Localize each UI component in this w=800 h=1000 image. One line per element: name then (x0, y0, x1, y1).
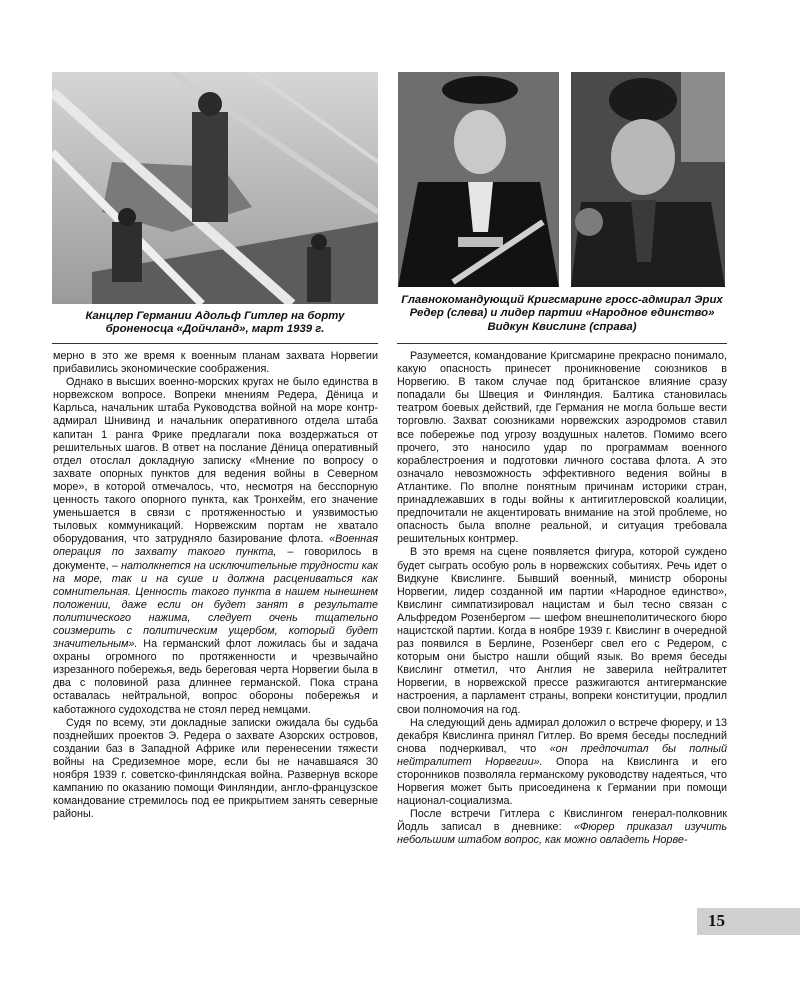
photo-quisling (571, 72, 725, 287)
quote: «Военная операция по захвату такого пункта, (53, 533, 379, 559)
text-column-left (53, 350, 378, 821)
paragraph: На следующий день адмирал доложил о встрече фюреру, и 13 декабря Квислинга принял Гитлер. Во время беседы последний снова подчеркивал, что «он предпочитал бы полный нейтралитет Норвегии». Опора на Квислинга и его сторонников позволяла германскому руководству надеяться, что Норвегия может быть присоединена к Германии при помощи национал-социализма. (397, 716, 727, 808)
photo-raeder-image (398, 72, 559, 287)
photo-raeder (398, 72, 559, 287)
paragraph: Судя по всему, эти докладные записки ожидала бы судьба позднейших проектов Э. Редера о захвате Азорских островов, создании баз в Западной Африке или перенесении тяжести войны на Средиземное море, если бы не начавшаяся 30 ноября 1939 г. советско-финляндская война. Развернув вскоре кампанию по оказанию помощи Финляндии, англо-французское командование стремилось под ее прикрытием занять северные районы. (53, 716, 378, 821)
caption-raeder-quisling-photo: Главнокомандующий Кригсмарине гросс-адмирал Эрих Редер (слева) и лидер партии «Народное единство» Видкун Квислинг (справа) (401, 294, 723, 333)
quote: «Фюрер приказал изучить небольшим штабом вопрос, как можно овладеть Норве- (397, 821, 728, 847)
paragraph: мерно в это же время к военным планам захвата Норвегии прибавились экономические соображения. (53, 350, 378, 376)
page-number: 15 (708, 911, 725, 930)
paragraph: Однако в высших военно-морских кругах не было единства в норвежском вопросе. Вопреки мнениям Редера, Дёница и Карльса, начальник штаба Руководства войной на море контр-адмирал Шнивинд и начальник оперативного отдела штаба капитан 1 ранга Фрике предлагали пока воздержаться от решительных шагов. В ответ на послание Дёница оперативный отдел отослал докладную записку «Мнение по вопросу о захвате опорных пунктов для ведения войны в Северном море», в которой отмечалось, что, несмотря на бесспорную ценность такого опорного пункта, как Тронхейм, его значение уменьшается в связи с протяженностью и уязвимостью тыловых коммуникаций. Норвежским портам не хватало оборудования, что затрудняло базирование флота. «Военная операция по захвату такого пункта, – говорилось в документе, – натолкнется на исключительные трудности как на море, так и на суше и должна расцениваться как сомнительная. Ценность такого пункта в нашем нынешнем положении, даже если он будет занят в результате политического нажима, следует очень тщательно соизмерить с политическим ущербом, который будет значительным». На германский флот ложилась бы и задача охраны огромного по протяженности и чрезвычайно изрезанного побережья, ведь береговая черта Норвегии была в два с половиной раза длиннее германской. Пока страна оставалась нейтральной, вопрос обороны побережья и каботажного судоходства не стоял перед немцами. (53, 376, 379, 716)
paragraph: После встречи Гитлера с Квислингом генерал-полковник Йодль записал в дневнике: «Фюрер приказал изучить небольшим штабом вопрос, как можно овладеть Норве- (397, 808, 728, 847)
divider-right (397, 343, 727, 344)
divider-left (52, 343, 378, 344)
text-column-right (397, 350, 727, 848)
paragraph: В это время на сцене появляется фигура, которой суждено будет сыграть особую роль в норвежских событиях. Речь идет о Видкуне Квислинге. Бывший военный, министр обороны Норвегии, лидер созданной им партии «Народное единство», Квислинг симпатизировал нацистам и был тесно связан с Альфредом Розенбергом — шефом внешнеполитического бюро нацистской партии. Когда в ноябре 1939 г. Квислинг в очередной раз появился в Берлине, Розенберг свел его с Редером, с которым они быстро нашли общий язык. Во время беседы Квислинг отметил, что Англия не заверила нейтралитет Норвегии, в норвежской прессе разжигаются антигерманские настроения, а парламент страны, вопреки конституции, продлил свои полномочия на год. (397, 546, 727, 716)
caption-hitler-photo: Канцлер Германии Адольф Гитлер на борту броненосца «Дойчланд», март 1939 г. (85, 310, 345, 336)
photo-hitler-image (52, 72, 378, 304)
photo-quisling-image (571, 72, 725, 287)
quote: «он предпочитал бы полный нейтралитет Норвегии». (397, 742, 727, 768)
photo-hitler-deutschland (52, 72, 378, 304)
paragraph: Разумеется, командование Кригсмарине прекрасно понимало, какую опасность принесет проникновение союзников в Норвегию. В таком случае под британское влияние сразу попадали бы Швеция и Финляндия. Балтика становилась театром боевых действий, где Германия не могла больше вести торговлю. Захват союзниками норвежских аэродромов ставил все побережье под угрозу воздушных налетов. Помимо всего прочего, это наносило удар по программам военного кораблестроения и подготовки личного состава флота. А это означало невозможность эффективного ведения войны в Атлантике. По вполне понятным причинам историки стран, принадлежавших в годы войны к антигитлеровской коалиции, предпочитали не акцентировать внимание на этой проблеме, но опасность была вполне реальной, и ситуация требовала решительных контрмер. (397, 350, 727, 546)
quote: натолкнется на исключительные трудности как на море, так и на суше и должна расцениваться как сомнительная. Ценность такого пункта в нашем нынешнем положении, даже если он будет занят в результате политического нажима, следует очень тщательно соизмерить с политическим ущербом, который будет значительным». (53, 559, 378, 651)
